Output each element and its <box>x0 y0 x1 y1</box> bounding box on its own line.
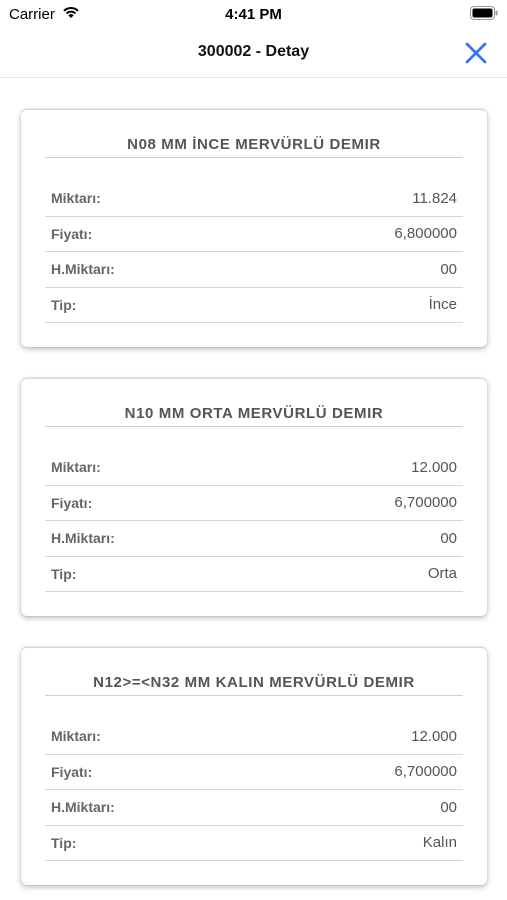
close-button[interactable] <box>463 40 489 66</box>
product-title: N10 MM ORTA MERVÜRLÜ DEMIR <box>45 405 463 427</box>
h-quantity-label: H.Miktarı: <box>51 261 115 278</box>
price-value: 6,700000 <box>394 494 457 512</box>
type-label: Tip: <box>51 834 77 851</box>
price-row <box>45 755 463 791</box>
price-label: Fiyatı: <box>51 494 93 511</box>
product-card <box>21 109 487 347</box>
quantity-label: Miktarı: <box>51 728 101 745</box>
navigation-bar <box>0 28 507 78</box>
h-quantity-label: H.Miktarı: <box>51 799 115 816</box>
close-icon <box>463 40 489 66</box>
h-quantity-label: H.Miktarı: <box>51 530 115 547</box>
status-bar <box>0 0 507 28</box>
carrier-label: Carrier <box>9 6 55 23</box>
price-label: Fiyatı: <box>51 225 93 242</box>
h-quantity-row <box>45 521 463 557</box>
quantity-value: 12.000 <box>411 727 457 745</box>
price-row <box>45 217 463 253</box>
battery-icon <box>470 6 498 25</box>
page-title: 300002 - Detay <box>197 43 310 60</box>
h-quantity-row <box>45 252 463 288</box>
h-quantity-value: 00 <box>440 798 457 816</box>
quantity-value: 12.000 <box>411 458 457 476</box>
quantity-row <box>45 450 463 486</box>
type-value: Orta <box>427 565 457 583</box>
quantity-label: Miktarı: <box>51 190 101 207</box>
type-row <box>45 288 463 324</box>
type-value: İnce <box>428 296 457 314</box>
h-quantity-row <box>45 790 463 826</box>
type-row <box>45 557 463 593</box>
product-title: N12>=<N32 MM KALIN MERVÜRLÜ DEMIR <box>45 674 463 696</box>
status-time: 4:41 PM <box>225 6 282 23</box>
h-quantity-value: 00 <box>440 260 457 278</box>
quantity-label: Miktarı: <box>51 459 101 476</box>
price-value: 6,800000 <box>394 225 457 243</box>
type-label: Tip: <box>51 296 77 313</box>
quantity-row <box>45 181 463 217</box>
product-card <box>21 378 487 616</box>
price-value: 6,700000 <box>394 763 457 781</box>
type-value: Kalın <box>422 834 457 852</box>
product-card <box>21 647 487 885</box>
type-row <box>45 826 463 862</box>
detail-list[interactable] <box>0 79 507 900</box>
price-label: Fiyatı: <box>51 763 93 780</box>
product-title: N08 MM İNCE MERVÜRLÜ DEMIR <box>45 136 463 158</box>
type-label: Tip: <box>51 565 77 582</box>
quantity-value: 11.824 <box>412 189 457 207</box>
h-quantity-value: 00 <box>440 529 457 547</box>
quantity-row <box>45 719 463 755</box>
price-row <box>45 486 463 522</box>
